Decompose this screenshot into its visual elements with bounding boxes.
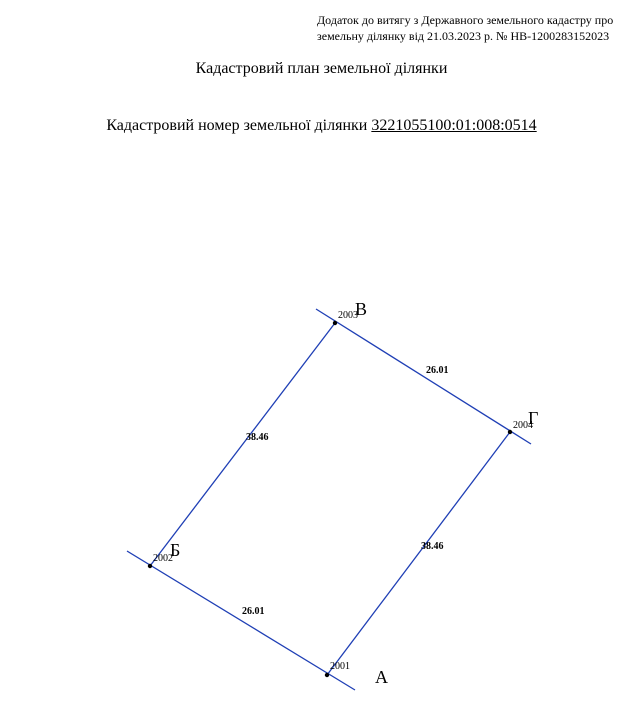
point-number-2003: 2003 [338,310,358,321]
cadastral-number-value: 3221055100:01:008:0514 [371,117,537,134]
vertex-2004 [508,430,512,434]
annex-note-line-1: Додаток до витягу з Державного земельного кадастру про [317,13,614,27]
page-title: Кадастровий план земельної ділянки [195,60,448,77]
vertex-2003 [333,321,337,325]
side-length-2004-2001: 38.46 [421,541,444,552]
side-length-2002-2003: 38.46 [246,432,269,443]
point-letter-2003: В [355,299,368,319]
boundary-side-2003-2004 [316,309,531,444]
point-number-2004: 2004 [513,420,533,431]
side-length-2003-2004: 26.01 [426,365,449,376]
point-letter-2002: Б [170,540,181,560]
vertex-2002 [148,564,152,568]
boundary-side-2001-2002 [127,551,355,690]
boundary-side-2004-2001 [327,432,510,675]
vertex-2001 [325,673,329,677]
cadastral-number-label: Кадастровий номер земельної ділянки [106,117,368,134]
point-letter-2004: Г [528,408,539,428]
point-letter-2001: А [375,667,388,687]
side-length-2001-2002: 26.01 [242,606,265,617]
annex-note-line-2: земельну ділянку від 21.03.2023 р. № НВ-1200283152023 [317,29,610,43]
point-number-2002: 2002 [153,553,173,564]
boundary-side-2002-2003 [150,323,335,566]
point-number-2001: 2001 [330,661,350,672]
